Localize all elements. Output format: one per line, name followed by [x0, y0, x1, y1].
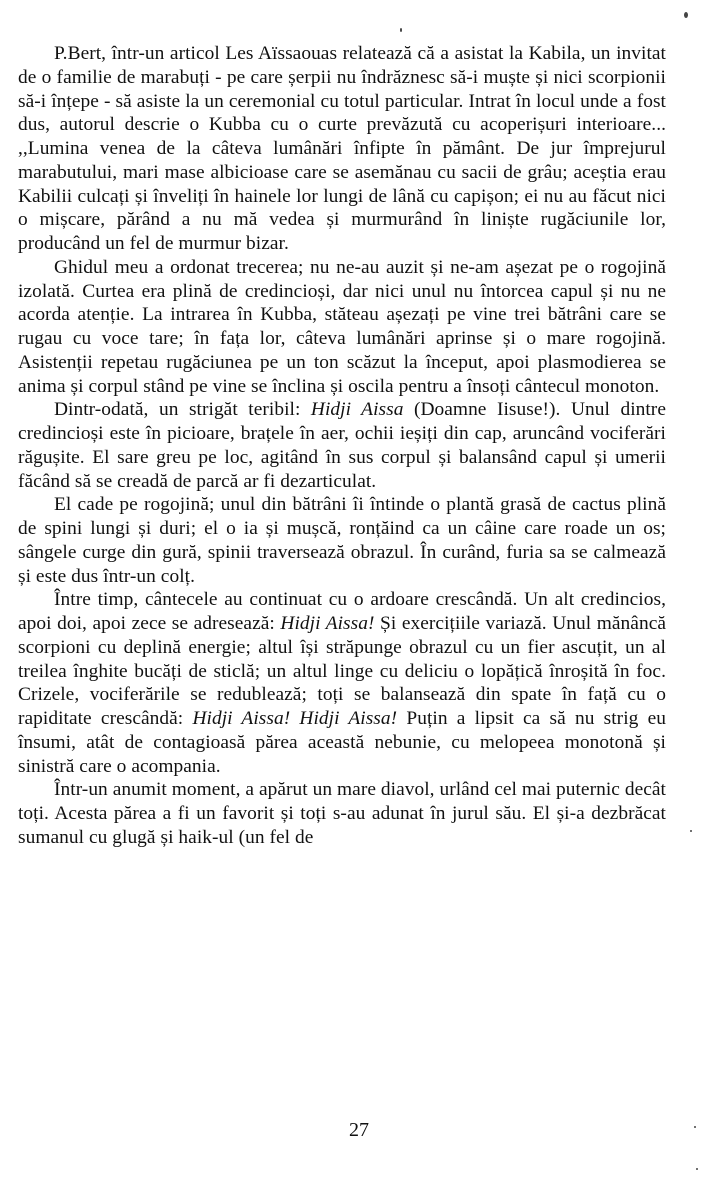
- scan-speck: [684, 12, 688, 18]
- italic-phrase: Hidji Aissa: [310, 399, 404, 421]
- scan-speck: [694, 1126, 696, 1128]
- paragraph-1: [18, 42, 666, 256]
- text-run: Dintr-odată, un strigăt teribil:: [54, 399, 311, 421]
- page-body: [18, 42, 666, 850]
- text-run: Într-un anumit moment, a apărut un mare diavol, urlând cel mai puternic decât toți. Acesta părea a fi un favorit și toți s-au adunat în jurul său. El și-a dezbrăcat sumanul cu glugă și haik-ul (un fel de: [18, 779, 666, 848]
- text-run: Ghidul meu a ordonat trecerea; nu ne-au auzit și ne-am așezat pe o rogojină izolată. Curtea era plină de credincioși, dar nici unul nu întorcea capul și nu ne acorda atenție. La intrarea în Kubba, stăteau așezați pe vine trei bătrâni care se rugau cu voce tare; în fața lor, câteva lumânări aprinse și o mare rogojină. Asistenții repetau rugăciunea pe un ton scăzut la început, apoi plasmodierea se anima și corpul stând pe vine se înclina și oscila pentru a însoți cântecul monoton.: [18, 256, 666, 397]
- paragraph-5: [18, 588, 666, 778]
- paragraph-2: [18, 256, 666, 399]
- scan-speck: [696, 1168, 698, 1170]
- paragraph-6: [18, 778, 666, 849]
- paragraph-4: [18, 493, 666, 588]
- text-run: Puțin a lipsit ca să nu strig eu însumi, atât de contagioasă părea această nebunie, cu melopeea monotonă și sinistră care o acompania.: [18, 708, 666, 777]
- italic-phrase: Hidji Aissa! Hidji Aissa!: [192, 708, 398, 729]
- scan-speck: [690, 830, 692, 832]
- text-run: Și exercițiile variază. Unul mănâncă scorpioni cu deplină energie; altul își străpunge obrazul cu un fier ascuțit, un al treilea înghite bucăți de sticlă; un altul linge cu deliciu o lopățică înroșită în foc. Crizele, vociferările se redublează; toți se balansează din spate în față cu o rapiditate crescândă:: [18, 613, 667, 729]
- page-number: 27: [349, 1119, 369, 1141]
- text-run: Între timp, cântecele au continuat cu o ardoare crescândă. Un alt credincios, apoi doi, apoi zece se adresează:: [18, 589, 666, 634]
- paragraph-3: [18, 398, 666, 493]
- text-run: (Doamne Iisuse!). Unul dintre credincioși este în picioare, brațele în aer, ochii ieșiți din cap, aruncând vociferări răgușite. El sare greu pe loc, agitând în sus corpul și balansând capul și umerii făcând să se creadă de parcă ar fi dezarticulat.: [18, 399, 666, 492]
- text-run: El cade pe rogojină; unul din bătrâni îi întinde o plantă grasă de cactus plină de spini lungi și duri; el o ia și mușcă, ronțăind ca un câine care roade un os; sângele curge din gură, spinii traversează obrazul. În curând, furia sa se calmează și este dus într-un colț.: [18, 494, 666, 587]
- italic-phrase: Hidji Aissa!: [280, 613, 375, 634]
- text-run: P.Bert, într-un articol Les Aïssaouas relatează că a asistat la Kabila, un invitat de o familie de marabuți - pe care șerpii nu îndrăznesc să-i muște și nici scorpionii să-i înțepe - să asiste la un ceremonial cu totul particular. Intrat în locul unde a fost dus, autorul descrie o Kubba cu o curte prevăzută cu acoperișuri interioare... ,,Lumina venea de la câteva lumânări înfipte în pământ. De jur împrejurul marabutului, mari mase albicioase care se asemănau cu sacii de grâu; aceștia erau Kabilii culcați și înveliți în hainele lor lungi de lână cu capișon; ei nu au făcut nici o mișcare, părând a nu mă vedea și murmurând în liniște rugăciunile lor, producând un fel de murmur bizar.: [18, 43, 666, 254]
- scan-speck: [400, 28, 402, 32]
